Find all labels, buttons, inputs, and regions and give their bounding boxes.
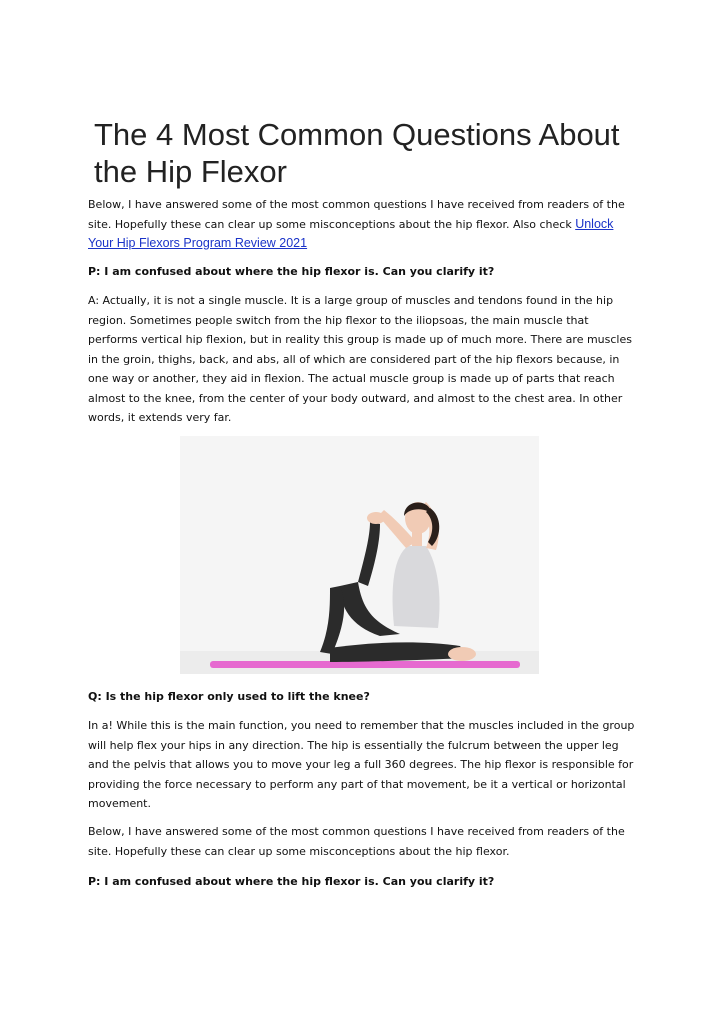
answer-1: A: Actually, it is not a single muscle. It is a large group of muscles and tendons found in the hip region. Sometimes people switch from the hip flexor to the iliopsoas, the main muscle that performs vertical hip flexion, but in reality this group is made up of much more. There are muscles in the groin, thighs, back, and abs, all of which are considered part of the hip flexors because, in one way or another, they aid in flexion. The actual muscle group is made up of parts that reach almost to the knee, from the center of your body outward, and almost to the chest area. In other words, it extends very far.: [88, 294, 632, 424]
question-3: P: I am confused about where the hip flexor is. Can you clarify it?: [88, 875, 495, 888]
paragraph-3: Below, I have answered some of the most common questions I have received from readers of the site. Hopefully these can clear up some misconceptions about the hip flexor.: [88, 825, 625, 858]
yoga-photo: [180, 436, 539, 674]
page-title: The 4 Most Common Questions About the Hip Flexor: [94, 117, 620, 189]
question-1: P: I am confused about where the hip flexor is. Can you clarify it?: [88, 265, 495, 278]
answer-2: In a! While this is the main function, you need to remember that the muscles included in the group will help flex your hips in any direction. The hip is essentially the fulcrum between the upper leg and the pelvis that allows you to move your leg a full 360 degrees. The hip flexor is responsible for providing the force necessary to perform any part of that movement, be it a vertical or horizontal movement.: [88, 719, 635, 810]
intro-text: Below, I have answered some of the most common questions I have received from readers of the site. Hopefully these can clear up some misconceptions about the hip flexor. Also check: [88, 198, 625, 231]
intro-paragraph: [88, 195, 636, 254]
question-2: Q: Is the hip flexor only used to lift the knee?: [88, 690, 370, 703]
woman-yoga-pose-illustration: [180, 436, 539, 674]
review-link[interactable]: Unlock Your Hip Flexors Program Review 2021: [88, 216, 614, 250]
